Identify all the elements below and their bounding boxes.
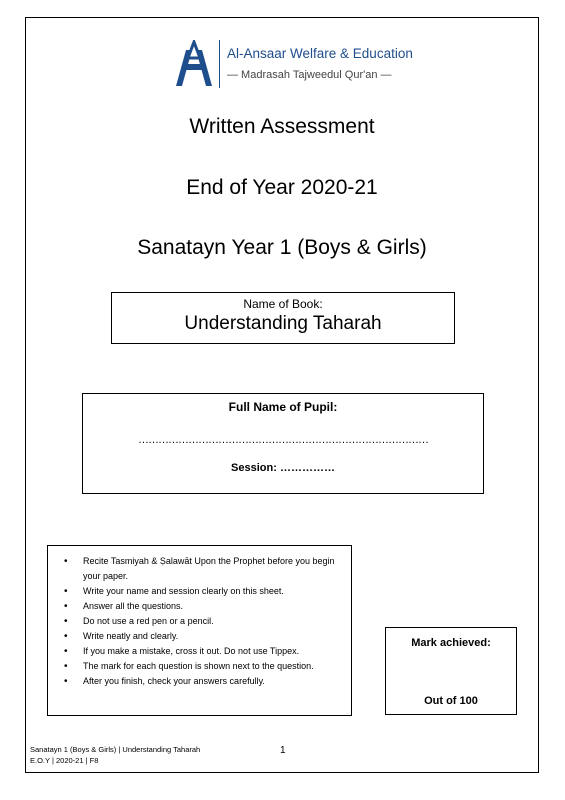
instruction-item: • Answer all the questions. — [62, 599, 341, 614]
instruction-item: • Write your name and session clearly on this sheet. — [62, 584, 341, 599]
class-title: Sanatayn Year 1 (Boys & Girls) — [137, 236, 427, 259]
page-number: 1 — [280, 745, 286, 756]
mark-out-of: Out of 100 — [424, 695, 478, 707]
pupil-name-line[interactable]: …………………………………………………………………………… — [138, 434, 428, 446]
instruction-item: • Do not use a red pen or a pencil. — [62, 614, 341, 629]
session-line[interactable]: Session: …………… — [231, 462, 335, 474]
instruction-item: • If you make a mistake, cross it out. Do not use Tippex. — [62, 644, 341, 659]
logo-divider — [219, 40, 220, 88]
footer-line-1: Sanatayn 1 (Boys & Girls) | Understanding Taharah — [30, 745, 201, 754]
book-label: Name of Book: — [243, 297, 323, 311]
book-title: Understanding Taharah — [184, 313, 382, 334]
page-footer — [30, 744, 200, 766]
instructions-box — [47, 545, 352, 716]
instruction-item: • The mark for each question is shown next to the question. — [62, 659, 341, 674]
pupil-details-box — [82, 393, 484, 494]
pupil-name-label: Full Name of Pupil: — [228, 400, 338, 414]
assessment-title: Written Assessment — [189, 115, 375, 138]
mark-achieved-label: Mark achieved: — [411, 637, 491, 649]
logo-icon — [172, 40, 216, 90]
instructions-list — [62, 554, 341, 689]
mark-box — [385, 627, 517, 715]
instruction-item: • Write neatly and clearly. — [62, 629, 341, 644]
book-name-box — [111, 292, 455, 344]
exam-title: End of Year 2020-21 — [186, 176, 378, 199]
instruction-item: • Recite Tasmiyah & Ṣalawāt Upon the Prophet before you begin your paper. — [62, 554, 341, 584]
organisation-subtitle: — Madrasah Tajweedul Qur'an — — [227, 69, 392, 81]
organisation-logo — [172, 40, 413, 92]
instruction-item: • After you finish, check your answers carefully. — [62, 674, 341, 689]
footer-line-2: E.O.Y | 2020-21 | F8 — [30, 756, 99, 765]
organisation-name: Al-Ansaar Welfare & Education — [227, 46, 413, 61]
